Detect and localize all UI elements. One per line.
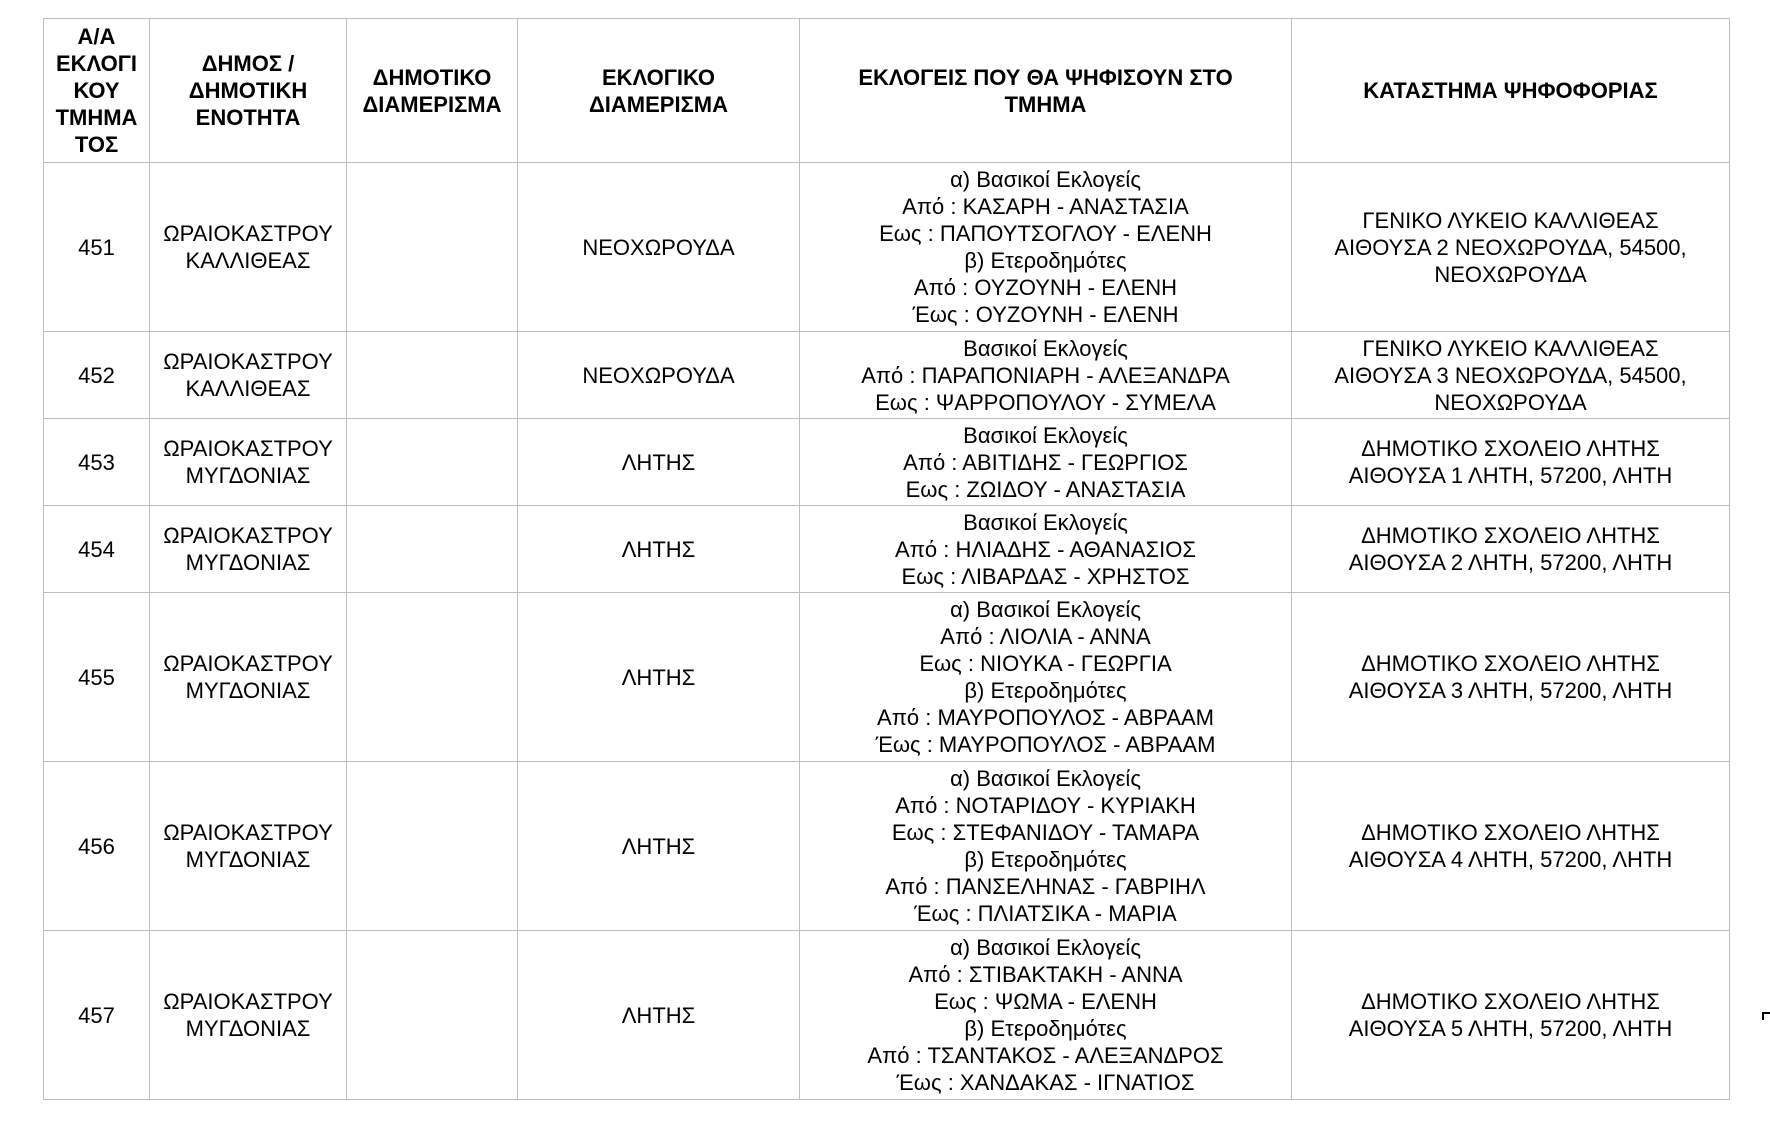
table-row	[44, 332, 1730, 419]
voters-line: Εως : ΖΩΙΔΟΥ - ΑΝΑΣΤΑΣΙΑ	[905, 476, 1186, 502]
header-line: ΤΟΣ	[74, 132, 119, 157]
municipality-line: ΜΥΓΔΟΝΙΑΣ	[185, 550, 311, 575]
voters-line: Βασικοί Εκλογείς	[963, 509, 1128, 535]
station-line: ΔΗΜΟΤΙΚΟ ΣΧΟΛΕΙΟ ΛΗΤΗΣ	[1361, 651, 1660, 676]
voters-line: α) Βασικοί Εκλογείς	[950, 167, 1141, 192]
voters-cell	[800, 419, 1292, 506]
municipality-line: ΜΥΓΔΟΝΙΑΣ	[185, 847, 311, 872]
section-number: 456	[44, 762, 150, 931]
voters-line: Από : ΠΑΝΣΕΛΗΝΑΣ - ΓΑΒΡΙΗΛ	[885, 874, 1206, 899]
municipal-district-cell	[347, 593, 518, 762]
polling-station-cell	[1292, 762, 1730, 931]
section-number: 453	[44, 419, 150, 506]
municipality-line: ΩΡΑΙΟΚΑΣΤΡΟΥ	[163, 820, 333, 845]
municipal-district-cell	[347, 332, 518, 419]
voters-line: β) Ετεροδημότες	[964, 248, 1127, 273]
table-row	[44, 506, 1730, 593]
header-municipal-district	[347, 19, 518, 163]
voters-line: Εως : ΛΙΒΑΡΔΑΣ - ΧΡΗΣΤΟΣ	[901, 563, 1190, 589]
voters-line: α) Βασικοί Εκλογείς	[950, 766, 1141, 791]
polling-station-cell	[1292, 593, 1730, 762]
voters-line: Εως : ΣΤΕΦΑΝΙΔΟΥ - ΤΑΜΑΡΑ	[891, 820, 1200, 845]
station-line: ΑΙΘΟΥΣΑ 3 ΛΗΤΗ, 57200, ΛΗΤΗ	[1348, 678, 1673, 703]
polling-station-cell	[1292, 419, 1730, 506]
header-line: ΚΑΤΑΣΤΗΜΑ ΨΗΦΟΦΟΡΙΑΣ	[1363, 78, 1658, 103]
header-line: ΕΚΛΟΓΕΙΣ ΠΟΥ ΘΑ ΨΗΦΙΣΟΥΝ ΣΤΟ	[858, 64, 1233, 90]
municipality-line: ΩΡΑΙΟΚΑΣΤΡΟΥ	[163, 651, 333, 676]
header-line: Α/Α	[77, 24, 116, 49]
municipal-district-cell	[347, 419, 518, 506]
table-row	[44, 762, 1730, 931]
voters-line: Από : ΤΣΑΝΤΑΚΟΣ - ΑΛΕΞΑΝΔΡΟΣ	[867, 1043, 1224, 1068]
voters-line: Βασικοί Εκλογείς	[963, 335, 1128, 361]
station-line: ΝΕΟΧΩΡΟΥΔΑ	[1434, 389, 1587, 415]
municipal-district-cell	[347, 762, 518, 931]
voters-cell	[800, 931, 1292, 1100]
municipality-line: ΩΡΑΙΟΚΑΣΤΡΟΥ	[163, 349, 333, 374]
municipality-line: ΩΡΑΙΟΚΑΣΤΡΟΥ	[163, 436, 333, 461]
station-line: ΓΕΝΙΚΟ ΛΥΚΕΙΟ ΚΑΛΛΙΘΕΑΣ	[1362, 207, 1659, 233]
voters-line: Από : ΜΑΥΡΟΠΟΥΛΟΣ - ΑΒΡΑΑΜ	[877, 705, 1214, 730]
station-line: ΑΙΘΟΥΣΑ 2 ΛΗΤΗ, 57200, ΛΗΤΗ	[1348, 550, 1673, 575]
header-line: ΔΗΜΟΤΙΚΟ	[372, 64, 492, 90]
voters-line: β) Ετεροδημότες	[964, 847, 1127, 872]
municipality-line: ΜΥΓΔΟΝΙΑΣ	[185, 678, 311, 703]
polling-station-cell	[1292, 506, 1730, 593]
station-line: ΑΙΘΟΥΣΑ 2 ΝΕΟΧΩΡΟΥΔΑ, 54500,	[1334, 234, 1687, 260]
voting-sections-table	[43, 18, 1730, 1100]
station-line: ΑΙΘΟΥΣΑ 3 ΝΕΟΧΩΡΟΥΔΑ, 54500,	[1334, 362, 1687, 388]
polling-station-cell	[1292, 332, 1730, 419]
table-row	[44, 419, 1730, 506]
page-corner-mark	[1762, 1012, 1770, 1020]
voters-line: Από : ΟΥΖΟΥΝΗ - ΕΛΕΝΗ	[913, 275, 1178, 300]
municipality-line: ΩΡΑΙΟΚΑΣΤΡΟΥ	[163, 989, 333, 1014]
municipality-line: ΚΑΛΛΙΘΕΑΣ	[185, 248, 311, 273]
section-number: 454	[44, 506, 150, 593]
municipality-cell	[150, 762, 347, 931]
station-line: ΔΗΜΟΤΙΚΟ ΣΧΟΛΕΙΟ ΛΗΤΗΣ	[1361, 820, 1660, 845]
voters-line: β) Ετεροδημότες	[964, 1016, 1127, 1041]
header-section-number	[44, 19, 150, 163]
station-line: ΑΙΘΟΥΣΑ 1 ΛΗΤΗ, 57200, ΛΗΤΗ	[1348, 463, 1673, 488]
section-number: 451	[44, 163, 150, 332]
municipality-line: ΩΡΑΙΟΚΑΣΤΡΟΥ	[163, 221, 333, 246]
voters-line: Έως : ΠΛΙΑΤΣΙΚΑ - ΜΑΡΙΑ	[914, 901, 1177, 926]
voters-cell	[800, 762, 1292, 931]
municipal-district-cell	[347, 163, 518, 332]
voters-cell	[800, 332, 1292, 419]
header-polling-station	[1292, 19, 1730, 163]
table-row	[44, 163, 1730, 332]
municipality-cell	[150, 419, 347, 506]
electoral-district-cell: ΛΗΤΗΣ	[518, 593, 800, 762]
table-row	[44, 931, 1730, 1100]
electoral-district-cell: ΛΗΤΗΣ	[518, 419, 800, 506]
voters-cell	[800, 506, 1292, 593]
header-line: ΚΟΥ	[73, 78, 120, 103]
municipal-district-cell	[347, 506, 518, 593]
station-line: ΝΕΟΧΩΡΟΥΔΑ	[1434, 261, 1587, 287]
voters-line: β) Ετεροδημότες	[964, 678, 1127, 703]
municipality-cell	[150, 593, 347, 762]
station-line: ΔΗΜΟΤΙΚΟ ΣΧΟΛΕΙΟ ΛΗΤΗΣ	[1361, 523, 1660, 548]
electoral-district-cell: ΝΕΟΧΩΡΟΥΔΑ	[518, 332, 800, 419]
header-line: ΔΙΑΜΕΡΙΣΜΑ	[362, 91, 502, 117]
station-line: ΑΙΘΟΥΣΑ 4 ΛΗΤΗ, 57200, ΛΗΤΗ	[1348, 847, 1673, 872]
municipality-cell	[150, 506, 347, 593]
header-line: ΔΗΜΟΣ /	[201, 51, 295, 76]
voters-line: Από : ΠΑΡΑΠΟΝΙΑΡΗ - ΑΛΕΞΑΝΔΡΑ	[861, 362, 1230, 388]
voters-line: Έως : ΜΑΥΡΟΠΟΥΛΟΣ - ΑΒΡΑΑΜ	[875, 732, 1216, 757]
header-line: ΕΚΛΟΓΙ	[55, 51, 138, 76]
section-number: 457	[44, 931, 150, 1100]
municipality-line: ΚΑΛΛΙΘΕΑΣ	[185, 376, 311, 401]
voters-line: Εως : ΝΙΟΥΚΑ - ΓΕΩΡΓΙΑ	[919, 651, 1172, 676]
voters-line: Βασικοί Εκλογείς	[963, 422, 1128, 448]
voters-line: Από : ΗΛΙΑΔΗΣ - ΑΘΑΝΑΣΙΟΣ	[895, 536, 1196, 562]
voters-line: α) Βασικοί Εκλογείς	[950, 935, 1141, 960]
municipality-cell	[150, 163, 347, 332]
voters-line: Εως : ΨΑΡΡΟΠΟΥΛΟΥ - ΣΥΜΕΛΑ	[875, 389, 1216, 415]
voters-line: Έως : ΧΑΝΔΑΚΑΣ - ΙΓΝΑΤΙΟΣ	[896, 1070, 1195, 1095]
municipality-line: ΜΥΓΔΟΝΙΑΣ	[185, 1016, 311, 1041]
municipality-line: ΜΥΓΔΟΝΙΑΣ	[185, 463, 311, 488]
header-line: ΔΙΑΜΕΡΙΣΜΑ	[588, 91, 728, 117]
section-number: 455	[44, 593, 150, 762]
voters-line: Έως : ΟΥΖΟΥΝΗ - ΕΛΕΝΗ	[912, 302, 1179, 327]
voters-line: Εως : ΠΑΠΟΥΤΣΟΓΛΟΥ - ΕΛΕΝΗ	[879, 221, 1212, 246]
polling-station-cell	[1292, 931, 1730, 1100]
voters-line: Από : ΣΤΙΒΑΚΤΑΚΗ - ΑΝΝΑ	[908, 962, 1183, 987]
header-line: ΤΜΗΜΑ	[1004, 91, 1087, 117]
header-line: ΔΗΜΟΤΙΚΗ	[188, 78, 308, 103]
municipality-cell	[150, 332, 347, 419]
voters-line: Εως : ΨΩΜΑ - ΕΛΕΝΗ	[934, 989, 1157, 1014]
station-line: ΑΙΘΟΥΣΑ 5 ΛΗΤΗ, 57200, ΛΗΤΗ	[1348, 1016, 1673, 1041]
header-line: ΤΜΗΜΑ	[55, 105, 138, 130]
header-electoral-district	[518, 19, 800, 163]
electoral-district-cell: ΛΗΤΗΣ	[518, 931, 800, 1100]
header-row	[44, 19, 1730, 163]
section-number: 452	[44, 332, 150, 419]
voters-line: Από : ΛΙΟΛΙΑ - ΑΝΝΑ	[940, 624, 1151, 649]
station-line: ΔΗΜΟΤΙΚΟ ΣΧΟΛΕΙΟ ΛΗΤΗΣ	[1361, 989, 1660, 1014]
station-line: ΔΗΜΟΤΙΚΟ ΣΧΟΛΕΙΟ ΛΗΤΗΣ	[1361, 436, 1660, 461]
voters-cell	[800, 593, 1292, 762]
header-line: ΕΝΟΤΗΤΑ	[195, 105, 301, 130]
electoral-district-cell: ΛΗΤΗΣ	[518, 506, 800, 593]
electoral-district-cell: ΛΗΤΗΣ	[518, 762, 800, 931]
polling-station-cell	[1292, 163, 1730, 332]
table-row	[44, 593, 1730, 762]
station-line: ΓΕΝΙΚΟ ΛΥΚΕΙΟ ΚΑΛΛΙΘΕΑΣ	[1362, 335, 1659, 361]
header-line: ΕΚΛΟΓΙΚΟ	[601, 64, 716, 90]
electoral-district-cell: ΝΕΟΧΩΡΟΥΔΑ	[518, 163, 800, 332]
voters-line: Από : ΑΒΙΤΙΔΗΣ - ΓΕΩΡΓΙΟΣ	[903, 449, 1188, 475]
voters-line: Από : ΝΟΤΑΡΙΔΟΥ - ΚΥΡΙΑΚΗ	[895, 793, 1196, 818]
voters-cell	[800, 163, 1292, 332]
municipal-district-cell	[347, 931, 518, 1100]
municipality-cell	[150, 931, 347, 1100]
municipality-line: ΩΡΑΙΟΚΑΣΤΡΟΥ	[163, 523, 333, 548]
voters-line: Από : ΚΑΣΑΡΗ - ΑΝΑΣΤΑΣΙΑ	[902, 194, 1189, 219]
voters-line: α) Βασικοί Εκλογείς	[950, 597, 1141, 622]
header-voters	[800, 19, 1292, 163]
header-municipality	[150, 19, 347, 163]
